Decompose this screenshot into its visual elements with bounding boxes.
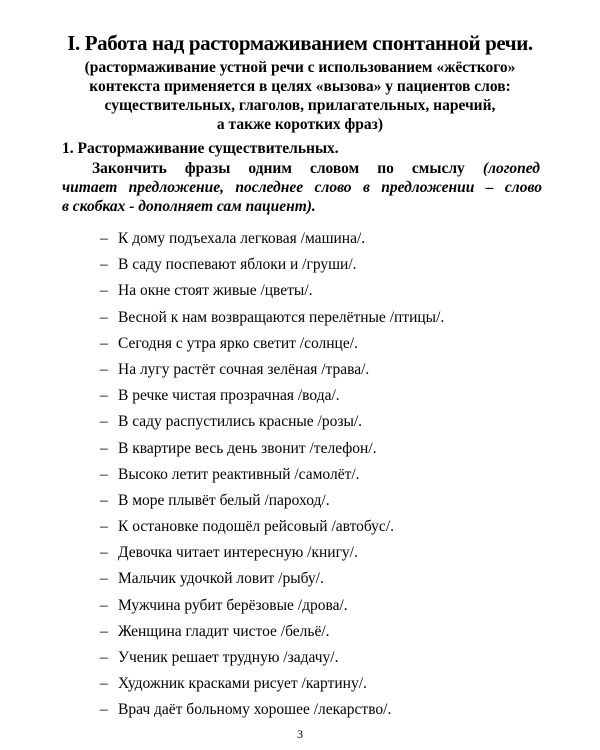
dash-marker: –	[100, 256, 108, 274]
dash-marker: –	[100, 308, 108, 326]
list-item	[100, 540, 444, 566]
sentence-text: В речке чистая прозрачная /вода/.	[118, 387, 340, 405]
instruction-line-1	[92, 160, 540, 178]
sentence-text: Высоко летит реактивный /самолёт/.	[118, 465, 360, 483]
dash-marker: –	[100, 701, 108, 719]
sentence-list	[100, 226, 444, 724]
list-item	[100, 305, 444, 331]
instruction-bold: Закончить фразы одним словом по смыслу	[92, 160, 465, 177]
dash-marker: –	[100, 570, 108, 588]
subtitle-line: существительных, глаголов, прилагательных, наречий,	[104, 97, 496, 114]
sentence-text: Сегодня с утра ярко светит /солнце/.	[118, 334, 358, 352]
dash-marker: –	[100, 387, 108, 405]
list-item	[100, 357, 444, 383]
list-item	[100, 566, 444, 592]
dash-marker: –	[100, 596, 108, 614]
dash-marker: –	[100, 465, 108, 483]
dash-marker: –	[100, 230, 108, 247]
sentence-text: Женщина гладит чистое /бельё/.	[118, 622, 330, 640]
subtitle-line: контекста применяется в целях «вызова» у пациентов слов:	[89, 78, 511, 95]
sentence-text: Художник красками рисует /картину/.	[118, 675, 367, 693]
sentence-text: В квартире весь день звонит /телефон/.	[118, 439, 377, 457]
dash-marker: –	[100, 622, 108, 640]
dash-marker: –	[100, 518, 108, 536]
sentence-text: Весной к нам возвращаются перелётные /птицы/.	[118, 308, 445, 326]
sentence-text: На лугу растёт сочная зелёная /трава/.	[118, 360, 370, 378]
dash-marker: –	[100, 334, 108, 352]
instruction-line-3: в скобках - дополняет сам пациент).	[62, 198, 316, 215]
dash-marker: –	[100, 360, 108, 378]
sentence-text: Мужчина рубит берёзовые /дрова/.	[118, 596, 348, 614]
page-title: I. Работа над растормаживанием спонтанной речи.	[67, 31, 533, 55]
sentence-text: В саду поспевают яблоки и /груши/.	[118, 256, 357, 274]
sentence-text: Врач даёт больному хорошее /лекарство/.	[118, 701, 392, 719]
instruction-italic: (логопед	[482, 160, 540, 177]
list-item	[100, 409, 444, 435]
list-item	[100, 514, 444, 540]
list-item	[100, 436, 444, 462]
sentence-text: Ученик решает трудную /задачу/.	[118, 649, 339, 666]
list-item	[100, 331, 444, 357]
dash-marker: –	[100, 491, 108, 509]
dash-marker: –	[100, 649, 108, 666]
list-item	[100, 488, 444, 514]
list-item	[100, 226, 444, 252]
subtitle-line: а также коротких фраз)	[216, 116, 384, 133]
list-item	[100, 462, 444, 488]
dash-marker: –	[100, 675, 108, 693]
sentence-text: К остановке подошёл рейсовый /автобус/.	[118, 518, 394, 536]
dash-marker: –	[100, 282, 108, 300]
sentence-text: В саду распустились красные /розы/.	[118, 413, 363, 431]
subtitle-line: (растормаживание устной речи с использованием «жёсткого»	[84, 59, 516, 76]
page-number: 3	[297, 727, 303, 741]
section-heading: 1. Растормаживание существительных.	[62, 140, 339, 157]
instruction-line-2: читает предложение, последнее слово в предложении – слово	[62, 179, 542, 196]
dash-marker: –	[100, 413, 108, 431]
subtitle	[60, 58, 540, 134]
list-item	[100, 593, 444, 619]
sentence-text: Девочка читает интересную /книгу/.	[118, 544, 358, 562]
list-item	[100, 619, 444, 645]
list-item	[100, 645, 444, 671]
sentence-text: Мальчик удочкой ловит /рыбу/.	[118, 570, 324, 588]
list-item	[100, 252, 444, 278]
list-item	[100, 697, 444, 723]
list-item	[100, 383, 444, 409]
list-item	[100, 671, 444, 697]
sentence-text: На окне стоят живые /цветы/.	[118, 282, 313, 300]
dash-marker: –	[100, 439, 108, 457]
dash-marker: –	[100, 544, 108, 562]
sentence-text: К дому подъехала легковая /машина/.	[118, 230, 366, 247]
list-item	[100, 278, 444, 304]
sentence-text: В море плывёт белый /пароход/.	[118, 491, 330, 509]
